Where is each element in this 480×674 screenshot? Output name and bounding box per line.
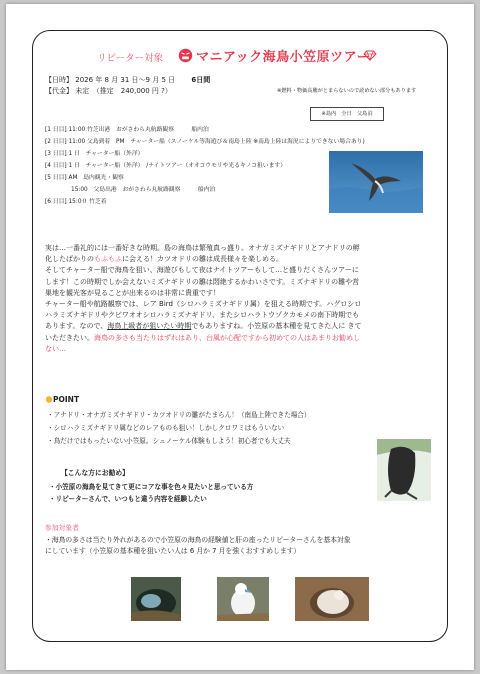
fee-note: ※燃料・物価高騰がとまらないので読めない部分もあります (277, 88, 417, 94)
schedule-day-2: [2 日目] 11:00 父島到着 PM チャーター船（スノーケル等海遊び＆南島上陸 ※南島上陸は海況によりできない場合あり) (45, 139, 365, 145)
schedule-day-6: [6 日目] 15:0０ 竹芝着 (45, 199, 107, 205)
description-line: チャーター船や航路観察では、レア Bird（シロハラミズナギドリ属）を狙える時期です。ハグロシロ (45, 300, 362, 309)
hand-pointing-icon (45, 396, 53, 403)
fluffy-chick-photo (295, 577, 369, 621)
highlight-mofumofu: もふもふ (94, 255, 122, 264)
period: 6日間 (191, 76, 211, 84)
warning-text: 海鳥の多さも当たりはずれはあり、台風が心配ですから初めての人はあまりお勧めし (94, 333, 360, 342)
fruit-bat-photo (377, 439, 431, 501)
date-label: 【日時】 (45, 76, 73, 84)
description-line: します！この時期でしか会えないミズナギドリの雛は悶絶するかわいさです。ミズナギドリの雛や営 (45, 277, 360, 286)
description (45, 243, 437, 355)
schedule-day-3: [3 日目] 1 日 チャーター船（外洋） (45, 151, 144, 157)
date-value: 2026 年 8 月 31 日～9 月 5 日 (75, 76, 176, 84)
description-line: 巣地を観光客が見ることが出来るのは非常に貴重です！ (45, 288, 220, 297)
date-row (45, 75, 445, 86)
chick-in-nest-photo (131, 577, 181, 621)
description-line: あります。なので、海鳥上級者が狙いたい時期でもありますね。小笠原の基本種を見てきた人に きて (45, 322, 362, 331)
recommend-item: ・小笠原の海鳥を見てきて更にコアな事を色々見たいと思っている方 (49, 483, 254, 491)
schedule-day-5-pm: 15:00 父島出港 おがさわら丸航路観察 船内泊 (71, 187, 216, 193)
schedule-day-4: [4 日目] 1 日 チャーター船（外洋） /ナイトツアー（オオコウモリや光るキノコ狙います） (45, 163, 286, 169)
recommend-list (49, 481, 253, 505)
petrel-flying-photo (329, 151, 423, 213)
tour-info (45, 75, 445, 97)
tour-title: マニアック海鳥小笠原ツアー (196, 50, 371, 65)
description-line: いただきたい。海鳥の多さも当たりはずれはあり、台風が心配ですから初めての人はあまりお勧めし (45, 333, 360, 342)
repeater-label: リピーター対象 (97, 53, 164, 64)
description-line: そしてチャーター船で海鳥を狙い、海遊びもして夜はナイトツアーもして…と盛りだくさんツアーに (45, 266, 359, 275)
schedule-day-5: [5 日目] AM 島内観光・観察 (45, 175, 124, 181)
point-item: ・アナドリ・オナガミズナギドリ・カツオドリの雛がたまらん！（南島上陸できた場合） (47, 411, 311, 419)
description-line: ハラミズナギドリやクビワオオシロハラミズナギドリ、またシロハラトウゾクカモメの南下時期でも (45, 311, 360, 320)
target-text: ・海鳥の多さは当たり外れがあるので小笠原の海鳥の経験値と肝の座ったリピーターさんを基本対象 にしています（小笠原の基本種を狙いたい人は 6 月か 7 月を強くおすすめします） (45, 536, 351, 555)
point-item: ・シロハラミズナギドリ属などのレアものも狙い！しかしクロワミはもういない (47, 424, 285, 432)
recommend-item: ・リピーターさんで、いつもと違う内容を経験したい (49, 495, 207, 503)
recommend-title: 【こんな方にお勧め】 (61, 469, 129, 477)
point-item: ・鳥だけではもったいない小笠原。シュノーケル体験もしよう！初心者でも大丈夫 (47, 437, 291, 445)
document-page (6, 4, 474, 670)
schedule-day-1: [1 日目] 11:00 竹芝出港 おがさわら丸航路観察 船内泊 (45, 127, 209, 133)
emphasis-advanced: 海鳥上級者が狙いたい時期 (107, 322, 192, 331)
description-line: 実は…一番礼的には一番好きな時期。島の海鳥は繁殖真っ盛り。オナガミズナギドリとアナドリの孵 (45, 244, 360, 252)
warning-text-end: ない… (45, 344, 66, 353)
angry-face-icon (178, 48, 193, 63)
booby-chick-photo (217, 577, 269, 621)
content-frame (32, 30, 448, 642)
fee-value: 未定 （推定 240,000 円 ?） (75, 87, 172, 95)
header (33, 45, 447, 67)
fee-label: 【代金】 (45, 87, 73, 95)
stay-note-box: ※島内 全日 父島泊 (310, 107, 384, 121)
description-line: 化したばかりのもふもふに会える！カツオドリの雛は成長様々を楽しめる。 (45, 255, 283, 264)
point-title: POINT (45, 395, 79, 404)
target-title: 参加対象者 (45, 524, 79, 532)
point-list (47, 409, 310, 448)
diamond-icon (363, 50, 377, 61)
